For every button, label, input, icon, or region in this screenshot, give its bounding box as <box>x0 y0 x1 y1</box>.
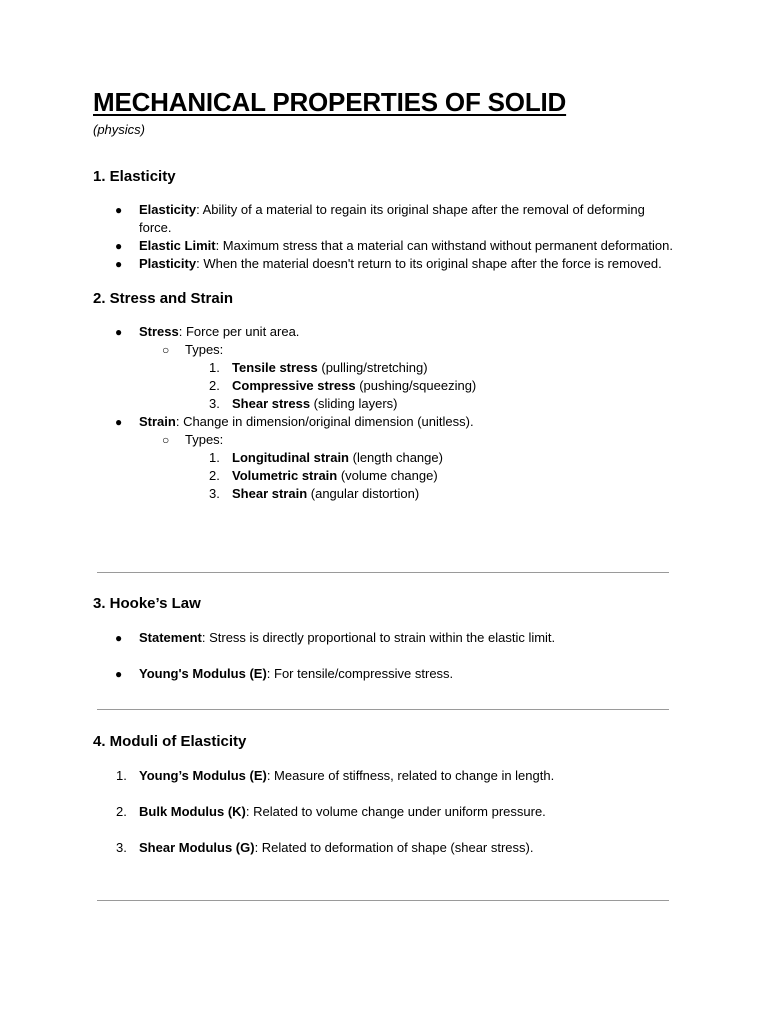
item-number: 3. <box>116 840 127 855</box>
item-number: 2. <box>209 378 220 393</box>
stress-strain-list <box>93 323 673 503</box>
term: Shear strain <box>232 486 308 501</box>
term: Shear stress <box>232 396 311 411</box>
document-page <box>93 86 673 503</box>
hookes-law-list <box>93 629 673 683</box>
item-number: 3. <box>209 486 220 501</box>
bullet-icon: ● <box>115 239 123 253</box>
bullet-icon: ● <box>115 203 123 217</box>
definition: : Related to deformation of shape (shear stress). <box>254 840 534 855</box>
definition: (sliding layers) <box>310 396 398 411</box>
term: Stress <box>139 324 179 339</box>
term: Young’s Modulus (E) <box>139 768 267 783</box>
definition: (angular distortion) <box>307 486 420 501</box>
numbered-item <box>93 395 673 413</box>
section-heading-hookes-law: 3. Hooke’s Law <box>93 595 201 612</box>
numbered-item <box>93 359 673 377</box>
types-label: Types: <box>185 432 224 447</box>
types-label: Types: <box>185 342 224 357</box>
definition: : When the material doesn't return to its original shape after the force is removed. <box>196 256 662 271</box>
definition: : Ability of a material to regain its original shape after the removal of deforming force. <box>139 202 645 235</box>
definition: : Measure of stiffness, related to change in length. <box>266 768 555 783</box>
item-number: 2. <box>116 804 127 819</box>
definition: : Stress is directly proportional to strain within the elastic limit. <box>201 630 556 645</box>
term: Strain <box>139 414 176 429</box>
elasticity-list <box>93 201 673 273</box>
item-number: 1. <box>209 450 220 465</box>
term: Longitudinal strain <box>232 450 349 465</box>
section-heading-moduli: 4. Moduli of Elasticity <box>93 733 247 750</box>
item-number: 2. <box>209 468 220 483</box>
bullet-icon: ● <box>115 415 123 429</box>
definition: : For tensile/compressive stress. <box>266 666 454 681</box>
circle-bullet-icon: ○ <box>162 433 170 447</box>
definition: : Change in dimension/original dimension (unitless). <box>175 414 474 429</box>
horizontal-divider <box>97 709 669 710</box>
term: Volumetric strain <box>232 468 338 483</box>
term: Statement <box>139 630 202 645</box>
list-item <box>93 201 673 237</box>
bullet-icon: ● <box>115 667 123 681</box>
definition: (pulling/stretching) <box>317 360 428 375</box>
term: Shear Modulus (G) <box>139 840 255 855</box>
page-title: MECHANICAL PROPERTIES OF SOLID <box>93 87 567 117</box>
definition: (volume change) <box>337 468 438 483</box>
numbered-item <box>93 377 673 395</box>
sub-list-item <box>93 341 673 359</box>
numbered-item <box>93 839 673 857</box>
section-heading-elasticity: 1. Elasticity <box>93 168 176 185</box>
list-item <box>93 323 673 341</box>
term: Plasticity <box>139 256 197 271</box>
moduli-list <box>93 767 673 857</box>
item-number: 1. <box>116 768 127 783</box>
item-number: 1. <box>209 360 220 375</box>
sub-list-item <box>93 431 673 449</box>
definition: : Related to volume change under uniform pressure. <box>245 804 546 819</box>
numbered-item <box>93 467 673 485</box>
section-heading-stress-strain: 2. Stress and Strain <box>93 290 234 307</box>
horizontal-divider <box>97 900 669 901</box>
definition: (length change) <box>349 450 443 465</box>
bullet-icon: ● <box>115 325 123 339</box>
definition: : Maximum stress that a material can withstand without permanent deformation. <box>215 238 673 253</box>
bullet-icon: ● <box>115 631 123 645</box>
list-item <box>93 665 673 683</box>
term: Tensile stress <box>232 360 318 375</box>
list-item <box>93 255 673 273</box>
list-item <box>93 629 673 647</box>
page-subtitle: (physics) <box>93 122 146 137</box>
term: Elasticity <box>139 202 197 217</box>
document-page-lower <box>93 595 673 683</box>
bullet-icon: ● <box>115 257 123 271</box>
definition: : Force per unit area. <box>178 324 300 339</box>
definition: (pushing/squeezing) <box>355 378 477 393</box>
document-page-bottom <box>93 733 673 857</box>
circle-bullet-icon: ○ <box>162 343 170 357</box>
term: Compressive stress <box>232 378 356 393</box>
term: Elastic Limit <box>139 238 216 253</box>
numbered-item <box>93 803 673 821</box>
horizontal-divider <box>97 572 669 573</box>
item-number: 3. <box>209 396 220 411</box>
term: Bulk Modulus (K) <box>139 804 246 819</box>
list-item <box>93 237 673 255</box>
numbered-item <box>93 767 673 785</box>
numbered-item <box>93 449 673 467</box>
numbered-item <box>93 485 673 503</box>
term: Young's Modulus (E) <box>139 666 267 681</box>
list-item <box>93 413 673 431</box>
